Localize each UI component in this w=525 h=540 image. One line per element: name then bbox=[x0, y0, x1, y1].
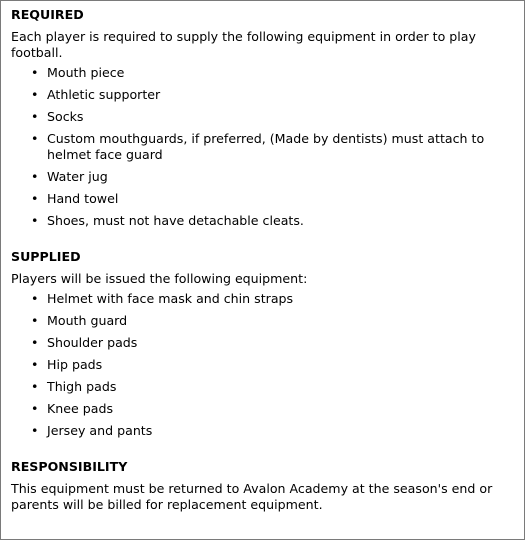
list-item bbox=[31, 65, 514, 81]
responsibility-text: This equipment must be returned to Avalon Academy at the season's end or parents will be billed for replacement equipment. bbox=[11, 481, 493, 512]
list-item-text: Thigh pads bbox=[47, 379, 117, 394]
list-item bbox=[31, 357, 514, 373]
list-item bbox=[31, 291, 514, 307]
bullet-icon: • bbox=[31, 357, 39, 372]
required-intro: Each player is required to supply the following equipment in order to play football. bbox=[11, 29, 476, 60]
bullet-icon: • bbox=[31, 401, 39, 416]
bullet-icon: • bbox=[31, 169, 39, 184]
list-item bbox=[31, 109, 514, 125]
supplied-heading: SUPPLIED bbox=[11, 249, 81, 264]
bullet-icon: • bbox=[31, 335, 39, 350]
list-item bbox=[31, 379, 514, 395]
list-item-text: Knee pads bbox=[47, 401, 114, 416]
required-section bbox=[11, 7, 514, 229]
bullet-icon: • bbox=[31, 131, 39, 146]
bullet-icon: • bbox=[31, 109, 39, 124]
bullet-icon: • bbox=[31, 191, 39, 206]
supplied-intro: Players will be issued the following equipment: bbox=[11, 271, 308, 286]
list-item bbox=[31, 191, 514, 207]
bullet-icon: • bbox=[31, 65, 39, 80]
list-item-text: Custom mouthguards, if preferred, (Made by dentists) must attach to helmet face guard bbox=[47, 131, 485, 162]
responsibility-heading: RESPONSIBILITY bbox=[11, 459, 128, 474]
list-item-text: Athletic supporter bbox=[47, 87, 161, 102]
required-list bbox=[11, 65, 514, 229]
bullet-icon: • bbox=[31, 213, 39, 228]
bullet-icon: • bbox=[31, 87, 39, 102]
list-item-text: Shoes, must not have detachable cleats. bbox=[47, 213, 304, 228]
list-item bbox=[31, 335, 514, 351]
bullet-icon: • bbox=[31, 291, 39, 306]
responsibility-section bbox=[11, 459, 514, 513]
supplied-list bbox=[11, 291, 514, 439]
list-item-text: Mouth guard bbox=[47, 313, 128, 328]
list-item bbox=[31, 313, 514, 329]
list-item-text: Shoulder pads bbox=[47, 335, 138, 350]
list-item bbox=[31, 423, 514, 439]
supplied-section bbox=[11, 249, 514, 439]
list-item bbox=[31, 213, 514, 229]
list-item-text: Jersey and pants bbox=[47, 423, 153, 438]
list-item-text: Hip pads bbox=[47, 357, 103, 372]
required-heading: REQUIRED bbox=[11, 7, 84, 22]
bullet-icon: • bbox=[31, 379, 39, 394]
list-item-text: Mouth piece bbox=[47, 65, 125, 80]
list-item-text: Helmet with face mask and chin straps bbox=[47, 291, 294, 306]
bullet-icon: • bbox=[31, 423, 39, 438]
list-item-text: Socks bbox=[47, 109, 84, 124]
list-item bbox=[31, 401, 514, 417]
list-item-text: Water jug bbox=[47, 169, 108, 184]
list-item bbox=[31, 131, 514, 163]
list-item bbox=[31, 87, 514, 103]
list-item-text: Hand towel bbox=[47, 191, 119, 206]
list-item bbox=[31, 169, 514, 185]
bullet-icon: • bbox=[31, 313, 39, 328]
